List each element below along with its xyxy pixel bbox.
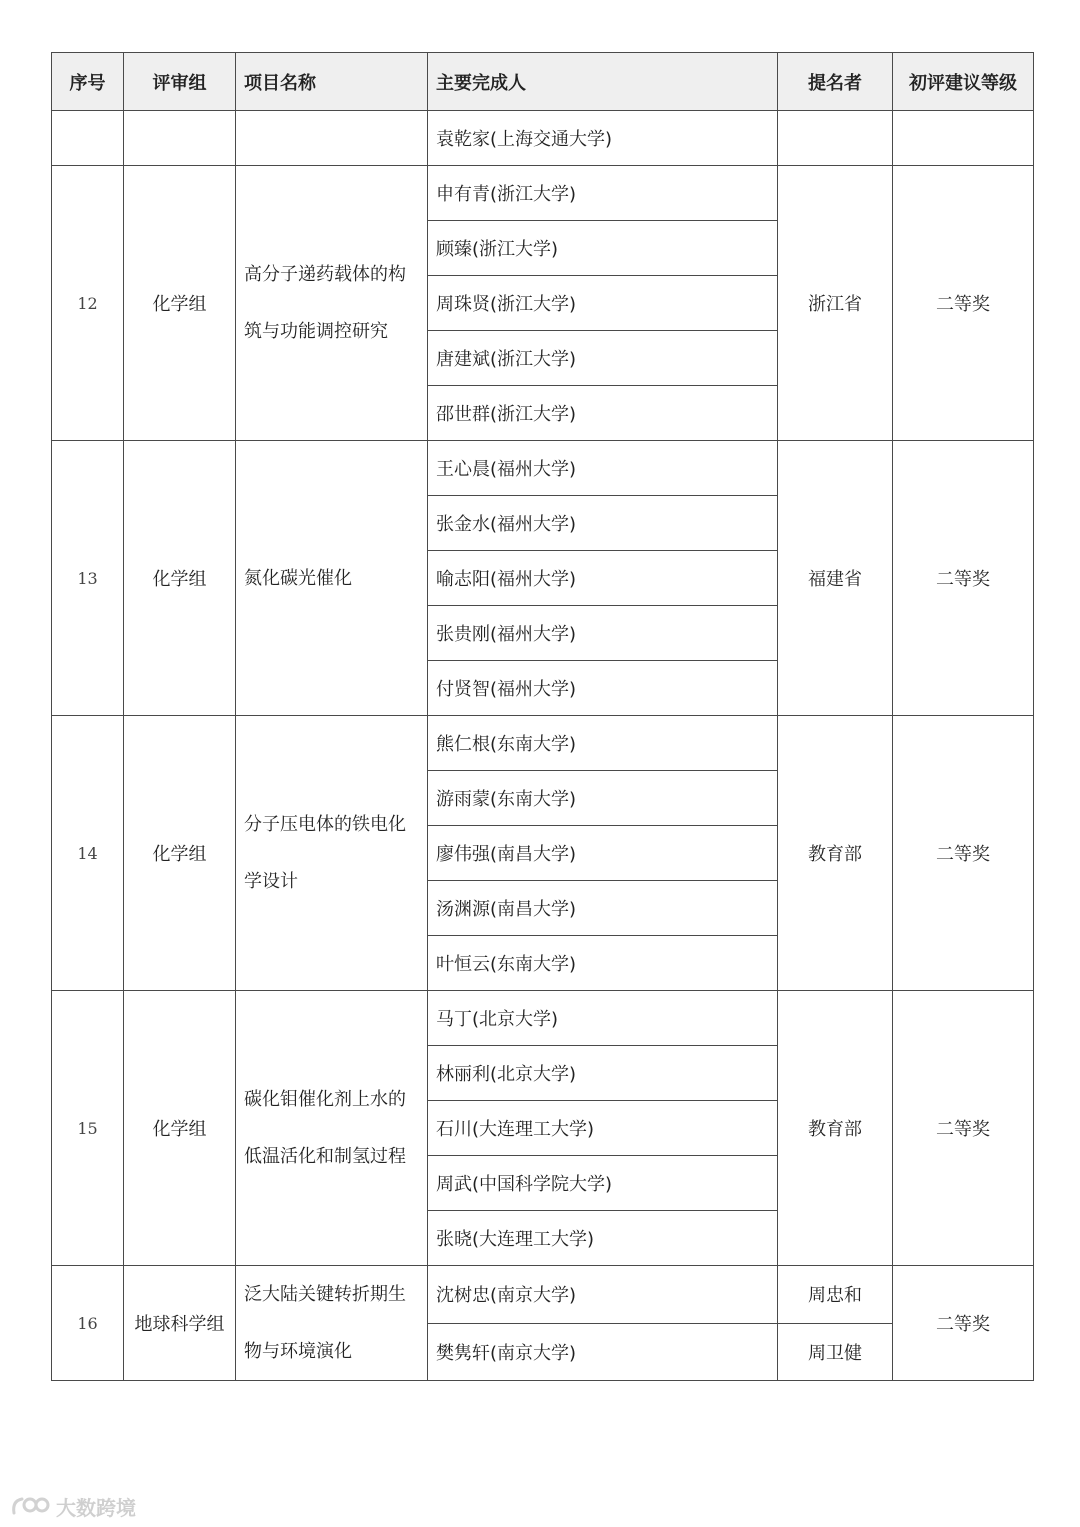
watermark-text: 大数跨境 bbox=[56, 1496, 136, 1520]
header-project-name: 项目名称 bbox=[236, 53, 428, 111]
person-cell: 石川(大连理工大学) bbox=[428, 1101, 778, 1156]
watermark bbox=[10, 1492, 136, 1521]
project-no: 13 bbox=[52, 441, 124, 716]
person-cell: 喻志阳(福州大学) bbox=[428, 551, 778, 606]
person-cell: 叶恒云(东南大学) bbox=[428, 936, 778, 991]
table-row bbox=[52, 1266, 1034, 1324]
table-row bbox=[52, 991, 1034, 1046]
nominator: 周忠和 bbox=[778, 1266, 893, 1324]
project-no: 14 bbox=[52, 716, 124, 991]
person-cell: 邵世群(浙江大学) bbox=[428, 386, 778, 441]
table-row bbox=[52, 111, 1034, 166]
nominator: 福建省 bbox=[778, 441, 893, 716]
project-name: 高分子递药载体的构筑与功能调控研究 bbox=[236, 166, 428, 441]
project-no: 12 bbox=[52, 166, 124, 441]
person-cell: 周武(中国科学院大学) bbox=[428, 1156, 778, 1211]
header-no: 序号 bbox=[52, 53, 124, 111]
table-row bbox=[52, 441, 1034, 496]
watermark-logo-icon bbox=[10, 1493, 50, 1521]
person-cell: 付贤智(福州大学) bbox=[428, 661, 778, 716]
header-group: 评审组 bbox=[124, 53, 236, 111]
table-row bbox=[52, 166, 1034, 221]
award-level: 二等奖 bbox=[893, 1266, 1034, 1381]
person-cell: 王心晨(福州大学) bbox=[428, 441, 778, 496]
project-name: 碳化钼催化剂上水的低温活化和制氢过程 bbox=[236, 991, 428, 1266]
person-cell: 袁乾家(上海交通大学) bbox=[428, 111, 778, 166]
nominator: 教育部 bbox=[778, 716, 893, 991]
person-cell: 汤渊源(南昌大学) bbox=[428, 881, 778, 936]
person-cell: 熊仁根(东南大学) bbox=[428, 716, 778, 771]
project-name: 氮化碳光催化 bbox=[236, 441, 428, 716]
person-cell: 马丁(北京大学) bbox=[428, 991, 778, 1046]
project-name: 泛大陆关键转折期生物与环境演化 bbox=[236, 1266, 428, 1381]
review-group: 地球科学组 bbox=[124, 1266, 236, 1381]
person-cell: 沈树忠(南京大学) bbox=[428, 1266, 778, 1324]
award-level: 二等奖 bbox=[893, 991, 1034, 1266]
project-name: 分子压电体的铁电化学设计 bbox=[236, 716, 428, 991]
empty-cell bbox=[778, 111, 893, 166]
person-cell: 游雨蒙(东南大学) bbox=[428, 771, 778, 826]
header-persons: 主要完成人 bbox=[428, 53, 778, 111]
review-group: 化学组 bbox=[124, 441, 236, 716]
nominator: 周卫健 bbox=[778, 1323, 893, 1381]
person-cell: 张金水(福州大学) bbox=[428, 496, 778, 551]
person-cell: 廖伟强(南昌大学) bbox=[428, 826, 778, 881]
person-cell: 周珠贤(浙江大学) bbox=[428, 276, 778, 331]
empty-cell bbox=[52, 111, 124, 166]
review-group: 化学组 bbox=[124, 991, 236, 1266]
person-cell: 唐建斌(浙江大学) bbox=[428, 331, 778, 386]
review-group: 化学组 bbox=[124, 166, 236, 441]
person-cell: 顾臻(浙江大学) bbox=[428, 221, 778, 276]
awards-table bbox=[51, 52, 1034, 1381]
person-cell: 申有青(浙江大学) bbox=[428, 166, 778, 221]
nominator: 教育部 bbox=[778, 991, 893, 1266]
award-level: 二等奖 bbox=[893, 166, 1034, 441]
empty-cell bbox=[124, 111, 236, 166]
award-level: 二等奖 bbox=[893, 441, 1034, 716]
person-cell: 樊隽轩(南京大学) bbox=[428, 1323, 778, 1381]
person-cell: 林丽利(北京大学) bbox=[428, 1046, 778, 1101]
project-no: 15 bbox=[52, 991, 124, 1266]
person-cell: 张晓(大连理工大学) bbox=[428, 1211, 778, 1266]
table-row bbox=[52, 716, 1034, 771]
person-cell: 张贵刚(福州大学) bbox=[428, 606, 778, 661]
nominator: 浙江省 bbox=[778, 166, 893, 441]
empty-cell bbox=[236, 111, 428, 166]
review-group: 化学组 bbox=[124, 716, 236, 991]
header-level: 初评建议等级 bbox=[893, 53, 1034, 111]
header-row bbox=[52, 53, 1034, 111]
award-level: 二等奖 bbox=[893, 716, 1034, 991]
header-nominator: 提名者 bbox=[778, 53, 893, 111]
empty-cell bbox=[893, 111, 1034, 166]
project-no: 16 bbox=[52, 1266, 124, 1381]
